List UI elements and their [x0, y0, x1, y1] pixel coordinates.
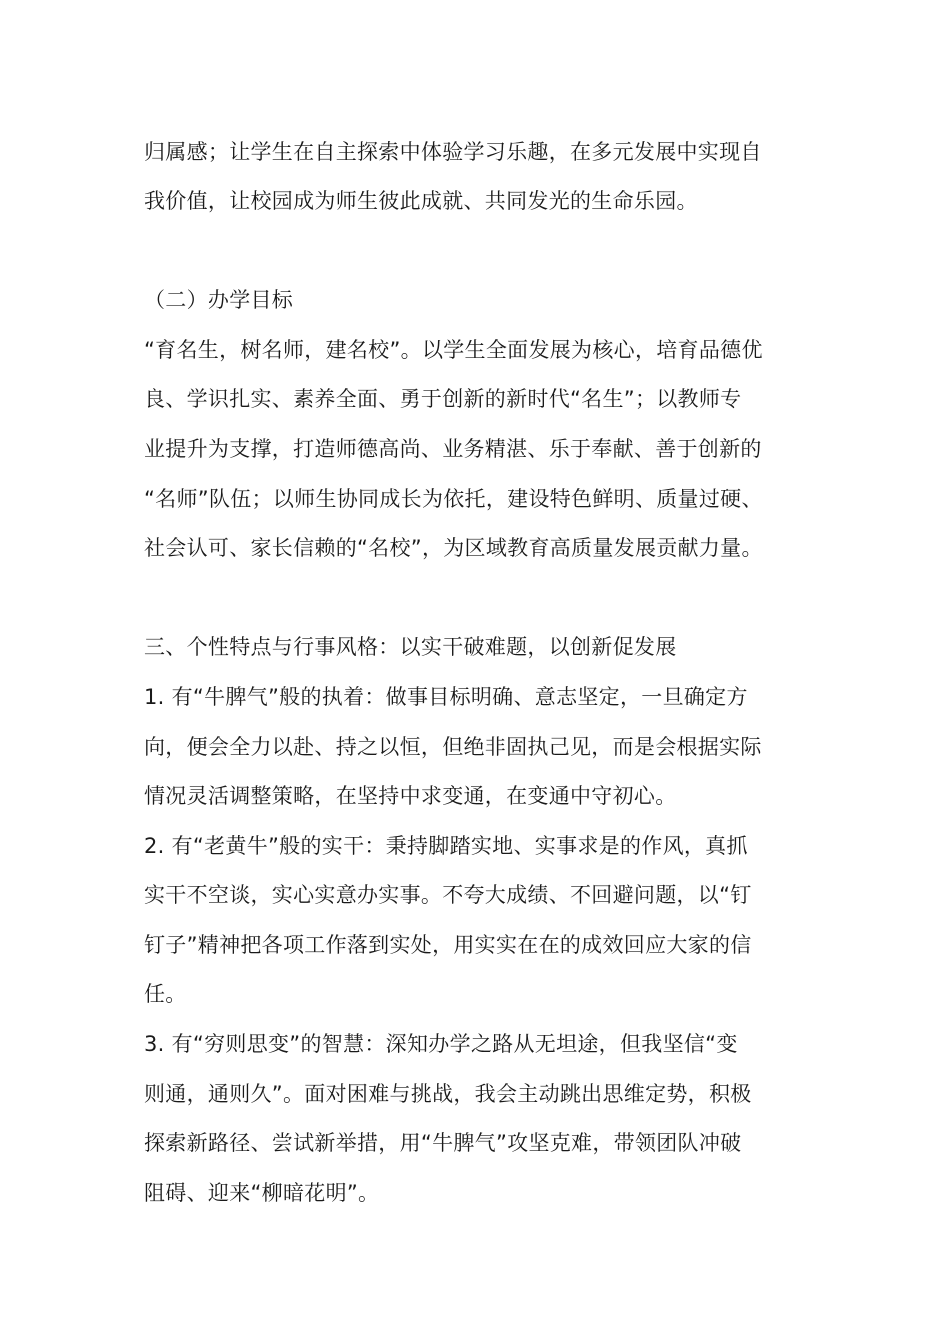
- point1-line-2: 向，便会全力以赴、持之以恒，但绝非固执己见，而是会根据实际: [144, 735, 762, 759]
- point2-line-1: 2. 有“老黄牛”般的实干：秉持脚踏实地、实事求是的作风，真抓: [144, 834, 748, 858]
- point3-line-4: 阻碍、迎来“柳暗花明”。: [144, 1181, 380, 1205]
- point3-line-3: 探索新路径、尝试新举措，用“牛脾气”攻坚克难，带领团队冲破: [144, 1131, 742, 1155]
- section-heading: 三、个性特点与行事风格：以实干破难题，以创新促发展: [144, 635, 677, 659]
- goal-line-2: 良、学识扎实、素养全面、勇于创新的新时代“名生”；以教师专: [144, 387, 742, 411]
- goal-line-5: 社会认可、家长信赖的“名校”，为区域教育高质量发展贡献力量。: [144, 536, 763, 560]
- point2-line-4: 任。: [144, 982, 187, 1006]
- intro-line-1: 归属感；让学生在自主探索中体验学习乐趣，在多元发展中实现自: [144, 140, 762, 164]
- point2-line-2: 实干不空谈，实心实意办实事。不夸大成绩、不回避问题，以“钉: [144, 883, 752, 907]
- goal-heading: （二）办学目标: [144, 288, 294, 312]
- point1-line-3: 情况灵活调整策略，在坚持中求变通，在变通中守初心。: [144, 784, 677, 808]
- point1-line-1: 1. 有“牛脾气”般的执着：做事目标明确、意志坚定，一旦确定方: [144, 685, 748, 709]
- goal-line-3: 业提升为支撑，打造师德高尚、业务精湛、乐于奉献、善于创新的: [144, 437, 762, 461]
- point2-line-3: 钉子”精神把各项工作落到实处，用实实在在的成效回应大家的信: [144, 933, 752, 957]
- point3-line-1: 3. 有“穷则思变”的智慧：深知办学之路从无坦途，但我坚信“变: [144, 1032, 738, 1056]
- intro-line-2: 我价值，让校园成为师生彼此成就、共同发光的生命乐园。: [144, 189, 698, 213]
- goal-line-4: “名师”队伍；以师生协同成长为依托，建设特色鲜明、质量过硬、: [144, 487, 763, 511]
- goal-line-1: “育名生，树名师，建名校”。以学生全面发展为核心，培育品德优: [144, 338, 763, 362]
- point3-line-2: 则通，通则久”。面对困难与挑战，我会主动跳出思维定势，积极: [144, 1082, 752, 1106]
